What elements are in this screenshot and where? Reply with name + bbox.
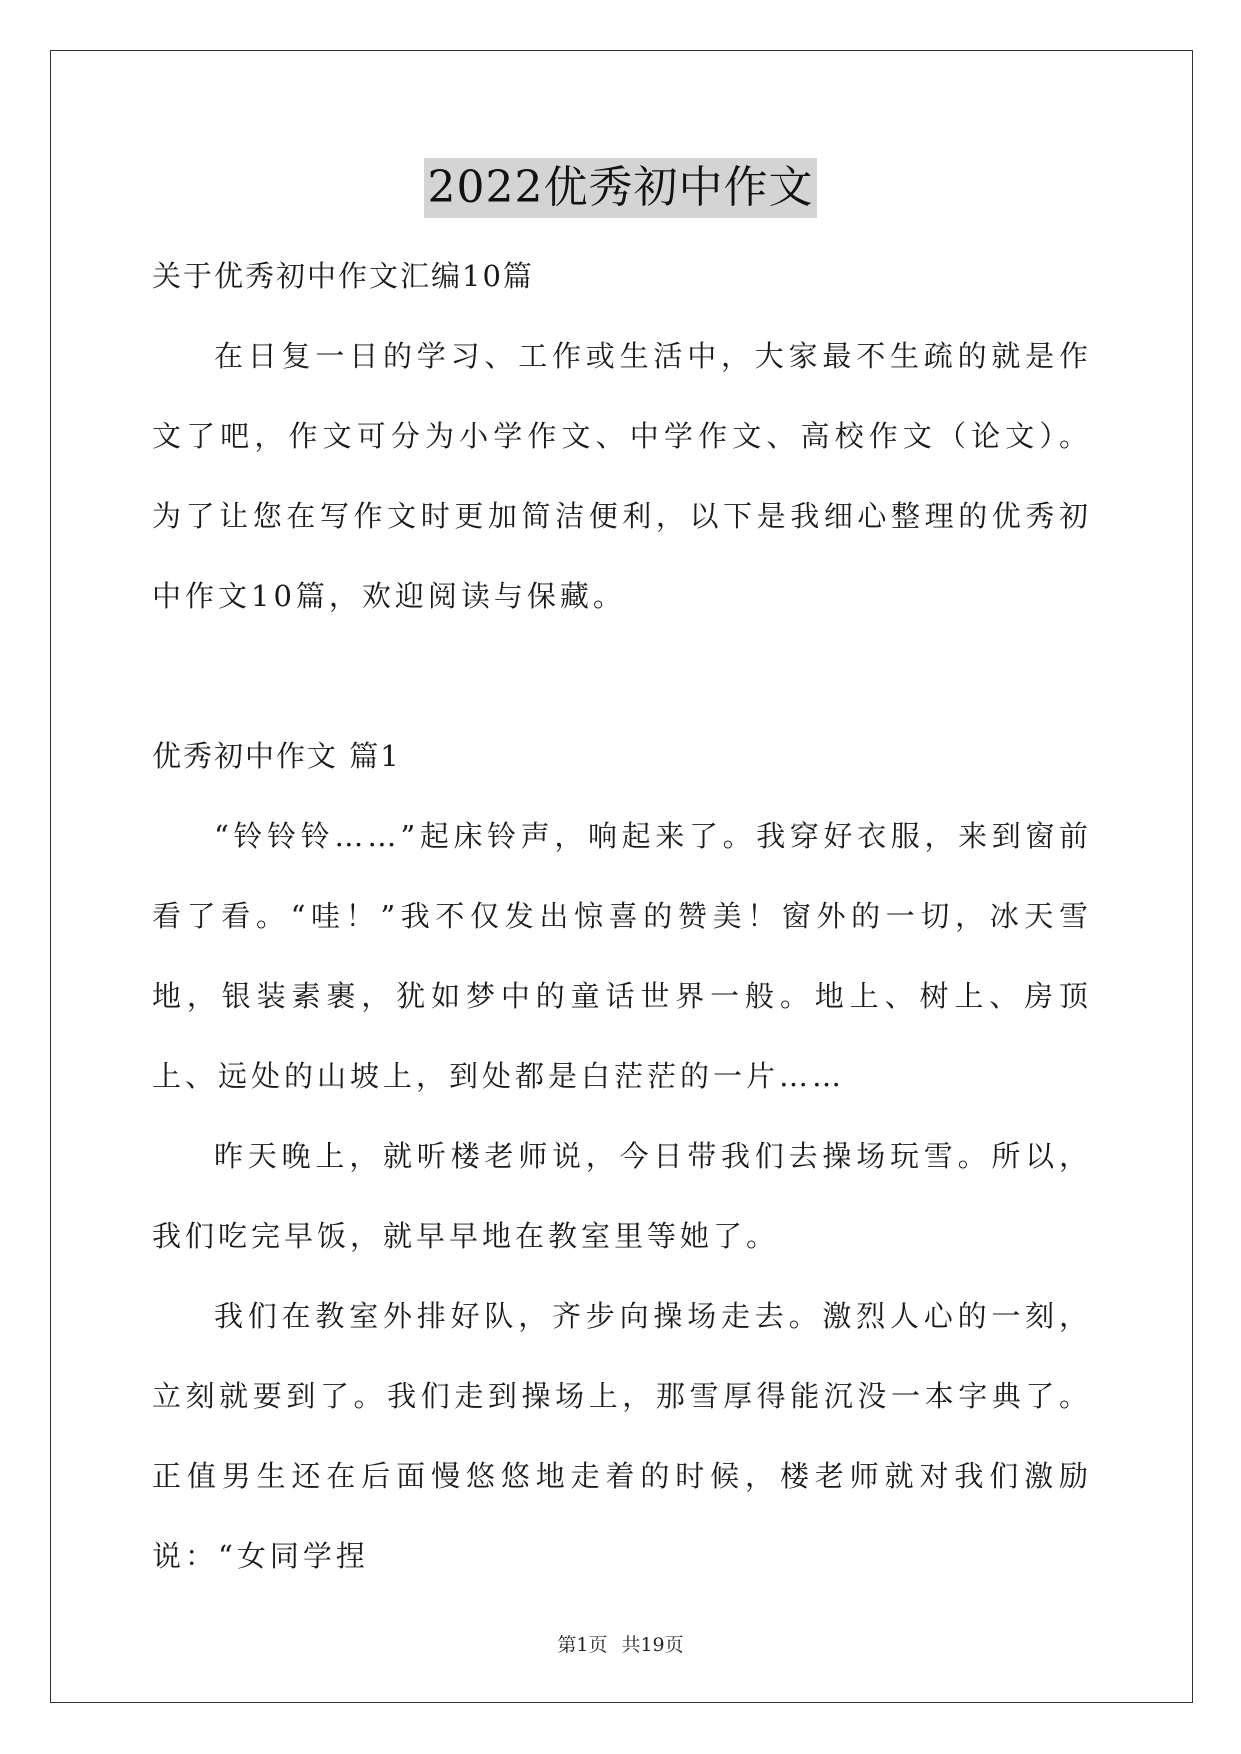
section-heading: 优秀初中作文 篇1	[152, 739, 401, 773]
document-subtitle: 关于优秀初中作文汇编10篇	[152, 259, 534, 293]
body-paragraph: “铃铃铃……”起床铃声，响起来了。我穿好衣服，来到窗前看了看。“哇！”我不仅发出惊喜的赞美！窗外的一切，冰天雪地，银装素裹，犹如梦中的童话世界一般。地上、树上、房顶上、远处的山坡上，到处都是白茫茫的一片……	[152, 819, 1092, 1093]
intro-paragraph: 在日复一日的学习、工作或生活中，大家最不生疏的就是作文了吧，作文可分为小学作文、中学作文、高校作文（论文）。为了让您在写作文时更加简洁便利，以下是我细心整理的优秀初中作文10篇，欢迎阅读与保藏。	[152, 339, 1092, 613]
page-total: 共19页	[621, 1634, 684, 1656]
body-paragraph: 我们在教室外排好队，齐步向操场走去。激烈人心的一刻，立刻就要到了。我们走到操场上，那雪厚得能沉没一本字典了。正值男生还在后面慢悠悠地走着的时候，楼老师就对我们激励说：“女同学捏	[152, 1299, 1092, 1573]
body-paragraph: 昨天晚上，就听楼老师说，今日带我们去操场玩雪。所以，我们吃完早饭，就早早地在教室里等她了。	[152, 1139, 1092, 1253]
title-container	[0, 158, 1241, 218]
document-body	[152, 236, 1092, 1596]
document-title: 2022优秀初中作文	[424, 158, 818, 218]
spacer	[152, 636, 1092, 716]
page-footer	[0, 1632, 1241, 1658]
page-number: 第1页	[557, 1634, 608, 1656]
